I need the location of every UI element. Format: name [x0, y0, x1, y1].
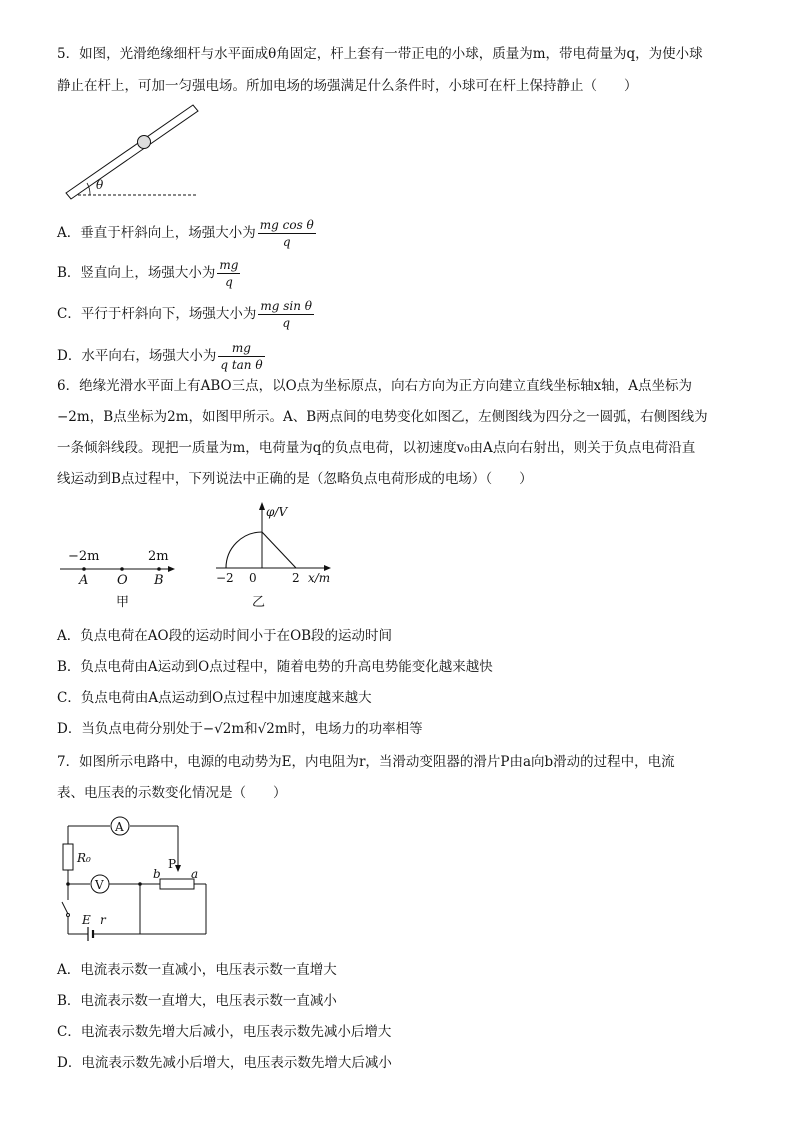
- point-a: [82, 567, 86, 571]
- q7-option-a: A．电流表示数一直减小，电压表示数一直增大: [57, 962, 337, 978]
- svg-text:P: P: [168, 857, 177, 871]
- svg-text:A: A: [115, 820, 124, 834]
- q5-option-b: B．竖直向上，场强大小为 $\frac{mg}{q}$: [57, 258, 239, 289]
- svg-text:a: a: [191, 867, 199, 881]
- q6-stem-line1: 6．绝缘光滑水平面上有ABO三点，以O点为坐标原点，向右方向为正方向建立直线坐标轴x轴，A点坐标为: [57, 378, 693, 394]
- svg-text:r: r: [100, 913, 106, 927]
- svg-text:−2m: −2m: [68, 549, 100, 564]
- svg-text:R₀: R₀: [77, 851, 91, 865]
- q6-figure-yi: [212, 500, 342, 612]
- svg-text:甲: 甲: [116, 595, 130, 610]
- phi-line-segment: [262, 532, 296, 568]
- point-o: [120, 567, 124, 571]
- q7-option-d: D．电流表示数先减小后增大，电压表示数先增大后减小: [57, 1055, 392, 1071]
- svg-text:A: A: [79, 573, 89, 588]
- svg-text:B: B: [154, 573, 164, 588]
- q5-option-c: C．平行于杆斜向下，场强大小为 $\frac{\text{mg sin θ}}{q}$: [57, 299, 312, 330]
- svg-text:x/m: x/m: [308, 571, 331, 585]
- q5-stem-line1: 5．如图，光滑绝缘细杆与水平面成θ角固定，杆上套有一带正电的小球，质量为m，带电荷量为q，为使小球: [57, 46, 703, 62]
- charged-ball: [138, 136, 151, 149]
- q7-option-c: C．电流表示数先增大后减小，电压表示数先减小后增大: [57, 1024, 392, 1040]
- rheostat: [160, 879, 194, 889]
- q6-option-a: A．负点电荷在AO段的运动时间小于在OB段的运动时间: [57, 628, 393, 644]
- q6-stem-line4: 线运动到B点过程中，下列说法中正确的是（忽略负点电荷形成的电场）（ ）: [57, 471, 533, 487]
- svg-text:0: 0: [249, 571, 257, 585]
- q6-stem-line3: 一条倾斜线段。现把一质量为m，电荷量为q的负点电荷，以初速度v₀由A点向右射出，则关于负点电荷沿直: [57, 440, 696, 456]
- q6-option-c: C．负点电荷由A点运动到O点过程中加速度越来越大: [57, 690, 372, 706]
- resistor-r0: [63, 844, 73, 870]
- svg-text:b: b: [153, 867, 161, 881]
- q5-option-d: D．水平向右，场强大小为 $\frac{mg}{\text{q tan θ}}$: [57, 341, 263, 372]
- svg-text:O: O: [117, 573, 128, 588]
- q5-option-a: A．垂直于杆斜向上，场强大小为 $\frac{\text{mg cos θ}}{q}$: [57, 218, 314, 249]
- point-b: [157, 567, 161, 571]
- switch: [62, 902, 68, 914]
- phi-arc-curve: [226, 532, 262, 568]
- q6-stem-line2: −2m，B点坐标为2m，如图甲所示。A、B两点间的电势变化如图乙，左侧图线为四分之一圆弧，右侧图线为: [57, 409, 708, 425]
- q5-theta-label: θ: [96, 178, 104, 192]
- q5-rod-figure: [60, 100, 205, 200]
- q6-option-b: B．负点电荷由A运动到O点过程中，随着电势的升高电势能变化越来越快: [57, 659, 493, 675]
- svg-text:E: E: [82, 913, 91, 927]
- q6-figure-jia: [58, 540, 178, 615]
- svg-text:V: V: [95, 878, 104, 892]
- q7-stem-line1: 7．如图所示电路中，电源的电动势为E，内电阻为r，当滑动变阻器的滑片P由a向b滑动的过程中，电流: [57, 754, 675, 770]
- svg-text:−2: −2: [216, 571, 234, 585]
- svg-text:2m: 2m: [148, 549, 169, 564]
- svg-text:2: 2: [292, 571, 300, 585]
- q7-option-b: B．电流表示数一直增大，电压表示数一直减小: [57, 993, 337, 1009]
- q7-circuit-figure: [60, 812, 210, 942]
- q7-stem-line2: 表、电压表的示数变化情况是（ ）: [57, 785, 287, 801]
- q6-option-d: D．当负点电荷分别处于−√2m和√2m时，电场力的功率相等: [57, 721, 423, 737]
- svg-text:乙: 乙: [252, 595, 266, 610]
- q5-stem-line2: 静止在杆上，可加一匀强电场。所加电场的场强满足什么条件时，小球可在杆上保持静止（ ）: [57, 78, 638, 94]
- svg-text:φ/V: φ/V: [266, 505, 288, 519]
